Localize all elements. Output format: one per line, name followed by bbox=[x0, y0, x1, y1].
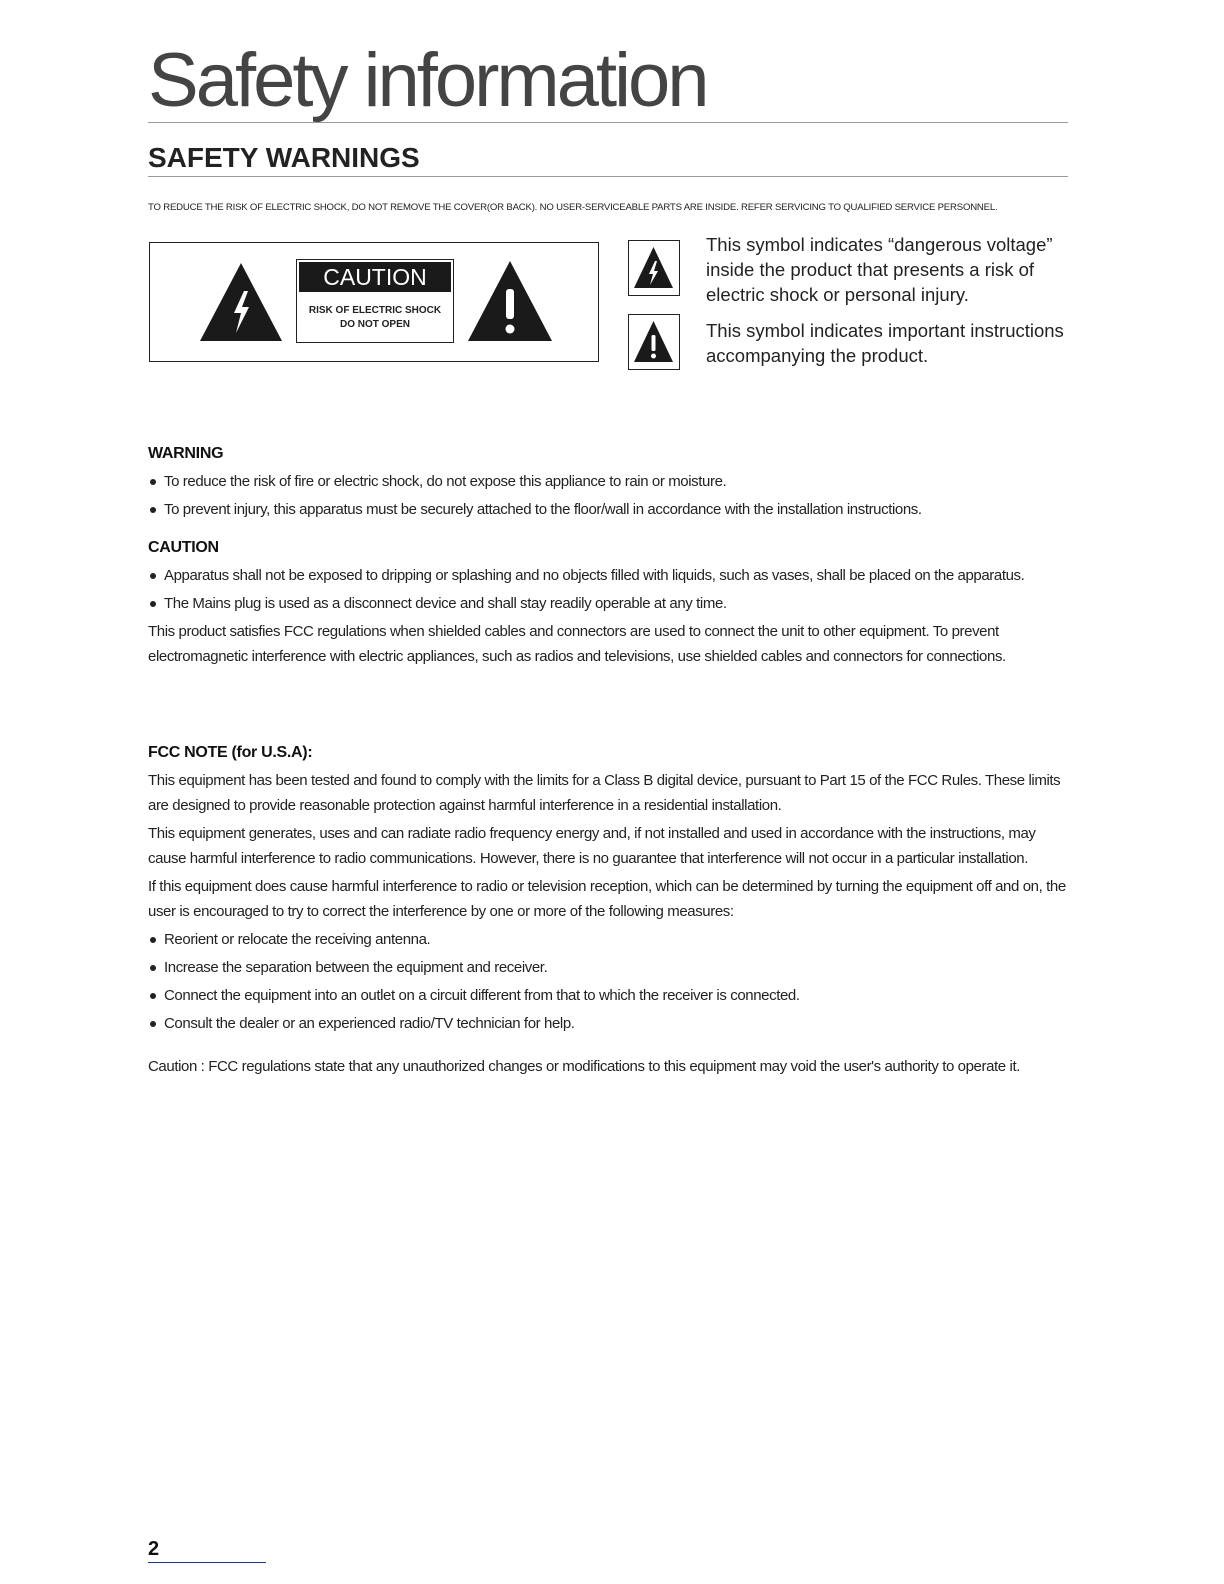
lightning-symbol-text: This symbol indicates “dangerous voltage” inside the product that presents a risk of electric shock or personal injury. bbox=[706, 234, 1053, 305]
fcc-section bbox=[148, 740, 1068, 1082]
exclamation-symbol-text: This symbol indicates important instructions accompanying the product. bbox=[706, 320, 1064, 366]
list-item: Consult the dealer or an experienced radio/TV technician for help. bbox=[148, 1011, 1068, 1036]
fcc-paragraph: This equipment has been tested and found to comply with the limits for a Class B digital device, pursuant to Part 15 of the FCC Rules. These limits are designed to provide reasonable protection against harmful interference in a residential installation. bbox=[148, 772, 1061, 814]
caution-center-box bbox=[296, 259, 454, 343]
list-item: Connect the equipment into an outlet on a circuit different from that to which the receiver is connected. bbox=[148, 983, 1068, 1008]
fcc-heading: FCC NOTE (for U.S.A): bbox=[148, 744, 313, 761]
page-title-text: Safety information bbox=[148, 38, 707, 123]
fcc-shielding-paragraph: This product satisfies FCC regulations when shielded cables and connectors are used to connect the unit to other equipment. To prevent electromagnetic interference with electric appliances, such as radios and televisions, use shielded cables and connectors for connections. bbox=[148, 623, 1006, 665]
list-item: Increase the separation between the equipment and receiver. bbox=[148, 955, 1068, 980]
list-item: To reduce the risk of fire or electric shock, do not expose this appliance to rain or moisture. bbox=[148, 469, 1068, 494]
caution-sub-text bbox=[297, 304, 453, 332]
exclamation-triangle-icon bbox=[466, 259, 554, 343]
lightning-symbol-box bbox=[628, 240, 680, 296]
exclamation-symbol-box bbox=[628, 314, 680, 370]
caution-sub-line2: DO NOT OPEN bbox=[339, 319, 410, 330]
page-number bbox=[148, 1538, 266, 1563]
fcc-paragraph: This equipment generates, uses and can radiate radio frequency energy and, if not installed and used in accordance with the instructions, may cause harmful interference to radio communications. However, there is no guarantee that interference will not occur in a particular installation. bbox=[148, 825, 1036, 867]
risk-note: TO REDUCE THE RISK OF ELECTRIC SHOCK, DO NOT REMOVE THE COVER(OR BACK). NO USER-SERVICEABLE PARTS ARE INSIDE. REFER SERVICING TO QUALIFIED SERVICE PERSONNEL. bbox=[148, 202, 998, 213]
exclamation-triangle-icon bbox=[629, 315, 678, 368]
section-heading bbox=[148, 140, 1068, 177]
list-item: To prevent injury, this apparatus must be securely attached to the floor/wall in accordance with the installation instructions. bbox=[148, 497, 1068, 522]
list-item: Apparatus shall not be exposed to dripping or splashing and no objects filled with liquids, such as vases, shall be placed on the apparatus. bbox=[148, 563, 1068, 588]
lightning-triangle-icon bbox=[198, 261, 284, 343]
list-item: Reorient or relocate the receiving antenna. bbox=[148, 927, 1068, 952]
section-heading-text: SAFETY WARNINGS bbox=[148, 142, 420, 173]
fcc-paragraph: If this equipment does cause harmful interference to radio or television reception, which can be determined by turning the equipment off and on, the user is encouraged to try to correct the interference by one or more of the following measures: bbox=[148, 878, 1066, 920]
list-item: The Mains plug is used as a disconnect device and shall stay readily operable at any time. bbox=[148, 591, 1068, 616]
caution-banner: CAUTION bbox=[299, 262, 451, 292]
warning-heading: WARNING bbox=[148, 445, 224, 462]
caution-section bbox=[148, 535, 1068, 672]
page-number-text: 2 bbox=[148, 1538, 160, 1560]
caution-sub-line1: RISK OF ELECTRIC SHOCK bbox=[308, 305, 442, 316]
fcc-caution-note: Caution : FCC regulations state that any unauthorized changes or modifications to this equipment may void the user's authority to operate it. bbox=[148, 1058, 1020, 1075]
lightning-triangle-icon bbox=[629, 241, 678, 294]
caution-label bbox=[149, 242, 599, 362]
warning-section bbox=[148, 441, 1068, 525]
caution-heading: CAUTION bbox=[148, 539, 219, 556]
page-title bbox=[148, 40, 1068, 123]
